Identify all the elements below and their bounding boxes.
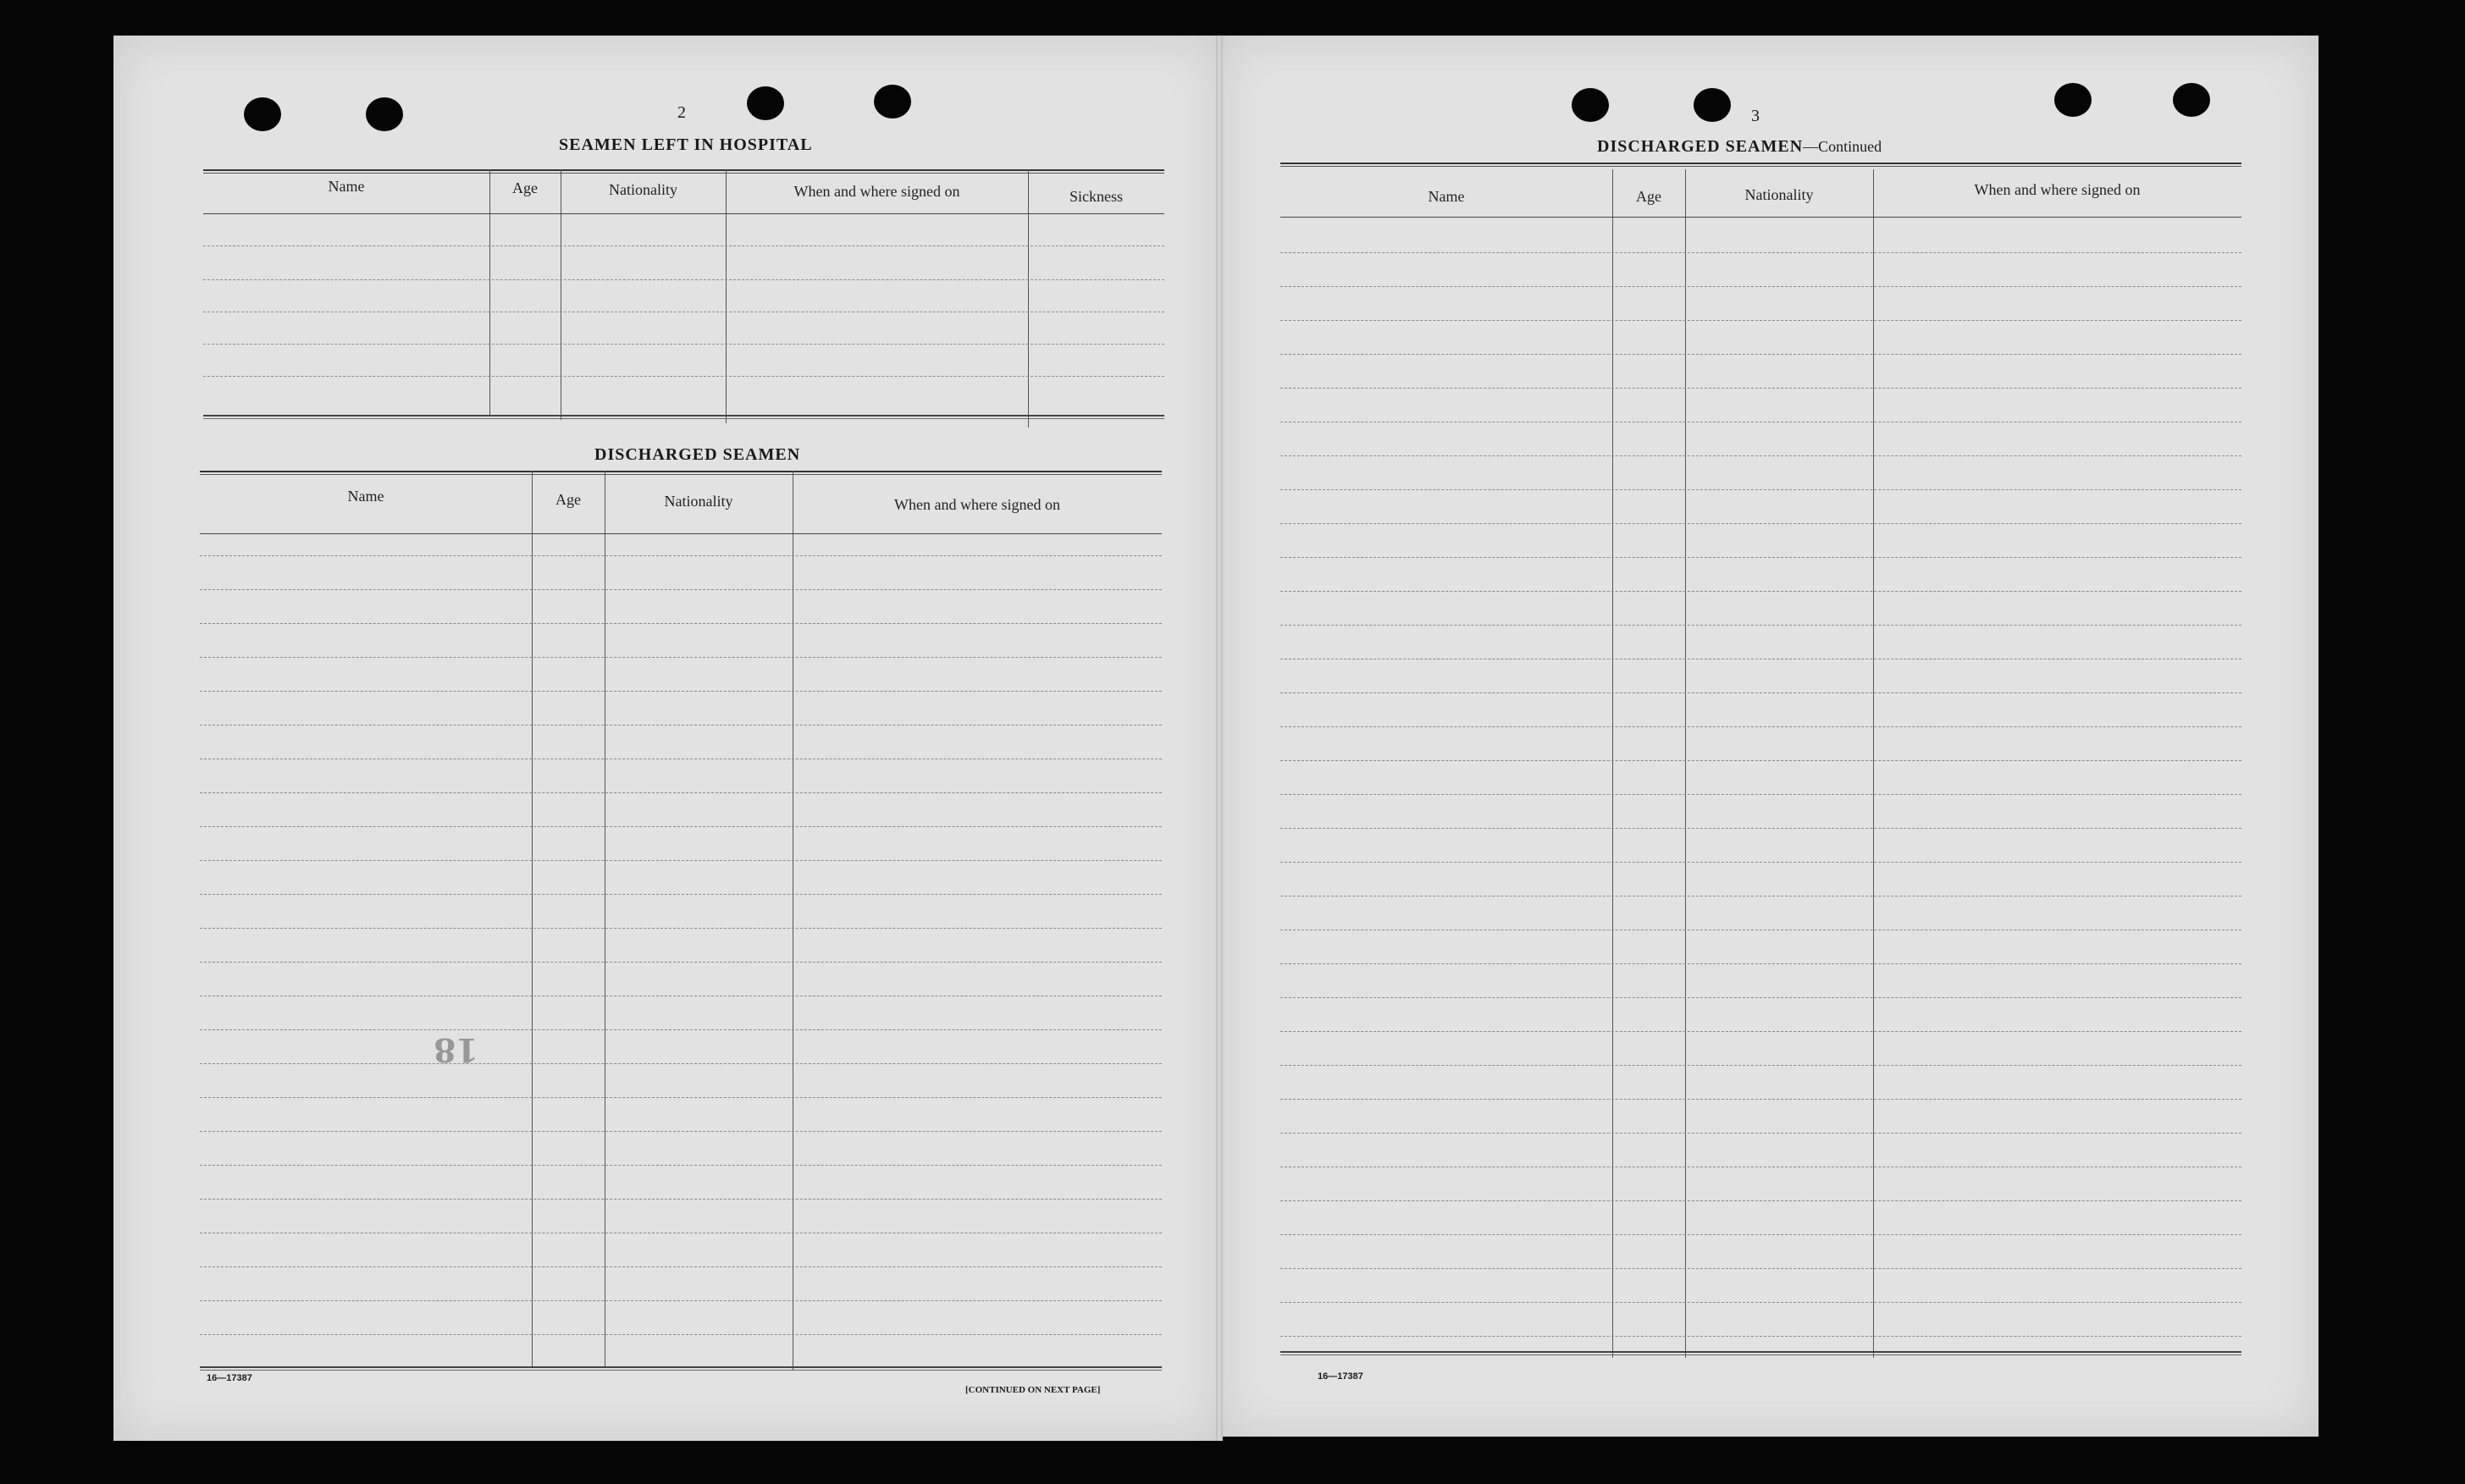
column-header-nationality: Nationality — [664, 493, 733, 510]
column-header-nationality: Nationality — [609, 181, 677, 198]
punch-hole — [1572, 88, 1609, 122]
discharged-table-left — [200, 471, 1162, 1376]
punch-hole — [874, 85, 911, 119]
column-header-age: Age — [1636, 188, 1661, 205]
bleed-through-mark: 18 — [434, 1031, 478, 1069]
title-main: DISCHARGED SEAMEN — [1597, 137, 1804, 156]
punch-hole — [1694, 88, 1731, 122]
column-header-name: Name — [1428, 188, 1465, 205]
column-header-signed-on: When and where signed on — [793, 183, 960, 200]
punch-hole — [244, 97, 281, 131]
page-number: 2 — [677, 103, 686, 122]
column-header-nationality: Nationality — [1744, 186, 1814, 203]
column-header-age: Age — [555, 491, 581, 508]
page-gutter — [1216, 36, 1223, 1441]
punch-hole — [2173, 83, 2210, 117]
form-number: 16—17387 — [207, 1373, 252, 1383]
column-header-sickness: Sickness — [1069, 188, 1123, 205]
punch-hole — [366, 97, 403, 131]
section-title-discharged: DISCHARGED SEAMEN — [594, 445, 801, 464]
column-header-signed-on: When and where signed on — [1974, 181, 2141, 198]
section-title-hospital: SEAMEN LEFT IN HOSPITAL — [559, 135, 813, 154]
discharged-table-right — [1280, 163, 2241, 1363]
page-number: 3 — [1751, 107, 1760, 125]
continued-note: [CONTINUED ON NEXT PAGE] — [965, 1385, 1101, 1395]
column-header-signed-on: When and where signed on — [894, 496, 1060, 513]
punch-hole — [747, 86, 784, 120]
section-title-discharged-continued — [1597, 137, 1882, 157]
form-number: 16—17387 — [1318, 1371, 1363, 1382]
punch-hole — [2054, 83, 2092, 117]
column-header-name: Name — [347, 488, 384, 505]
title-suffix: —Continued — [1803, 138, 1882, 155]
column-header-age: Age — [512, 179, 538, 196]
hospital-table — [203, 169, 1164, 432]
column-header-name: Name — [328, 178, 365, 195]
